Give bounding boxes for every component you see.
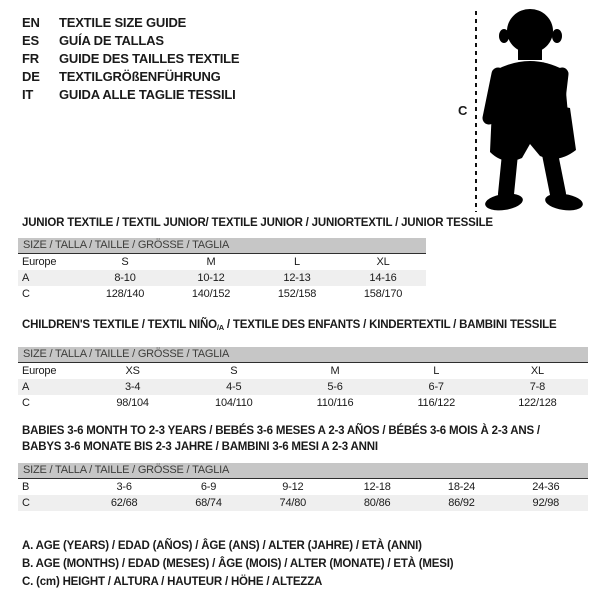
babies-title-line2: BABYS 3-6 MONATE BIS 2-3 JAHRE / BAMBINI 3-6 MESI A 2-3 ANNI bbox=[22, 441, 378, 453]
table-cell: 6-9 bbox=[200, 480, 217, 493]
size-table-junior bbox=[18, 238, 426, 302]
footnote-a: A. AGE (YEARS) / EDAD (AÑOS) / ÂGE (ANS) / ALTER (JAHRE) / ETÀ (ANNI) bbox=[22, 540, 422, 552]
language-row bbox=[22, 85, 239, 103]
size-header-bar: SIZE / TALLA / TAILLE / GRÖSSE / TAGLIA bbox=[18, 238, 426, 254]
table-cell: 128/140 bbox=[105, 287, 145, 300]
table-cell: 5-6 bbox=[327, 380, 343, 393]
table-cell: 80/86 bbox=[363, 496, 391, 509]
table-cell: XL bbox=[530, 364, 544, 377]
junior-section-title: JUNIOR TEXTILE / TEXTIL JUNIOR/ TEXTILE JUNIOR / JUNIORTEXTIL / JUNIOR TESSILE bbox=[22, 217, 493, 229]
children-title-subscript: /A bbox=[216, 323, 224, 332]
size-table-children bbox=[18, 347, 588, 411]
table-cell: 12-18 bbox=[363, 480, 391, 493]
height-measure-dashed-line bbox=[475, 11, 477, 212]
table-row-c bbox=[18, 495, 588, 511]
table-cell: 14-16 bbox=[369, 271, 397, 284]
table-row-b bbox=[18, 479, 588, 495]
table-row-c bbox=[18, 286, 426, 302]
language-row bbox=[22, 31, 239, 49]
table-cell: 9-12 bbox=[282, 480, 304, 493]
table-cell: 7-8 bbox=[529, 380, 546, 393]
table-row-europe bbox=[18, 363, 588, 379]
language-row bbox=[22, 13, 239, 31]
language-header bbox=[22, 13, 239, 103]
children-title-pre: CHILDREN'S TEXTILE / TEXTIL NIÑO bbox=[22, 319, 217, 331]
language-label: GUÍA DE TALLAS bbox=[59, 32, 164, 48]
table-cell: 12-13 bbox=[283, 271, 311, 284]
table-cell: 116/122 bbox=[417, 396, 455, 409]
language-label: TEXTILGRÖßENFÜHRUNG bbox=[59, 68, 221, 84]
table-cell: S bbox=[230, 364, 238, 377]
language-row bbox=[22, 49, 239, 67]
table-cell: L bbox=[433, 364, 440, 377]
table-cell: 152/158 bbox=[277, 287, 317, 300]
table-cell: XL bbox=[376, 255, 390, 268]
language-code: FR bbox=[22, 50, 39, 66]
babies-title-line1: BABIES 3-6 MONTH TO 2-3 YEARS / BEBÉS 3-6 MESES A 2-3 AÑOS / BÉBÉS 3-6 MOIS À 2-3 ANS / bbox=[22, 425, 540, 437]
language-code: ES bbox=[22, 32, 39, 48]
table-row-a bbox=[18, 270, 426, 286]
table-cell: 98/104 bbox=[116, 396, 149, 409]
row-label: A bbox=[22, 271, 30, 284]
table-cell: L bbox=[294, 255, 300, 268]
footnotes bbox=[22, 537, 453, 591]
language-code: DE bbox=[22, 68, 40, 84]
table-row-a bbox=[18, 379, 588, 395]
table-cell: 158/170 bbox=[363, 287, 403, 300]
table-cell: S bbox=[121, 255, 129, 268]
table-cell: 3-4 bbox=[124, 380, 141, 393]
size-table-babies bbox=[18, 463, 588, 511]
row-label: C bbox=[22, 496, 30, 509]
row-label: C bbox=[22, 287, 30, 300]
size-header-bar: SIZE / TALLA / TAILLE / GRÖSSE / TAGLIA bbox=[18, 463, 588, 479]
table-cell: M bbox=[206, 255, 216, 268]
table-cell: XS bbox=[125, 364, 140, 377]
row-label: C bbox=[22, 396, 30, 409]
row-label: Europe bbox=[22, 364, 57, 377]
language-label: GUIDE DES TAILLES TEXTILE bbox=[59, 50, 240, 66]
table-cell: 62/68 bbox=[110, 496, 138, 509]
table-cell: 86/92 bbox=[448, 496, 475, 509]
row-label: B bbox=[22, 480, 30, 493]
row-label: Europe bbox=[22, 255, 57, 268]
table-cell: 3-6 bbox=[116, 480, 132, 493]
table-cell: 10-12 bbox=[197, 271, 225, 284]
language-code: EN bbox=[22, 14, 40, 30]
table-cell: 4-5 bbox=[226, 380, 242, 393]
baby-silhouette-icon bbox=[482, 8, 596, 218]
table-cell: 110/116 bbox=[316, 396, 354, 409]
language-row bbox=[22, 67, 239, 85]
children-section-title bbox=[22, 319, 556, 332]
baby-height-figure bbox=[458, 8, 598, 218]
table-cell: 68/74 bbox=[195, 496, 222, 509]
height-measure-label: C bbox=[458, 103, 468, 118]
table-cell: 74/80 bbox=[279, 496, 307, 509]
table-row-europe bbox=[18, 254, 426, 270]
table-cell: 24-36 bbox=[532, 480, 560, 493]
row-label: A bbox=[22, 380, 30, 393]
table-cell: 122/128 bbox=[518, 396, 557, 409]
table-cell: 6-7 bbox=[428, 380, 444, 393]
table-cell: 92/98 bbox=[532, 496, 560, 509]
table-cell: 8-10 bbox=[114, 271, 136, 284]
footnote-c: C. (cm) HEIGHT / ALTURA / HAUTEUR / HÖHE / ALTEZZA bbox=[22, 576, 323, 588]
language-label: GUIDA ALLE TAGLIE TESSILI bbox=[59, 86, 236, 102]
table-row-c bbox=[18, 395, 588, 411]
table-cell: 140/152 bbox=[191, 287, 231, 300]
language-label: TEXTILE SIZE GUIDE bbox=[59, 14, 187, 30]
size-header-bar: SIZE / TALLA / TAILLE / GRÖSSE / TAGLIA bbox=[18, 347, 588, 363]
footnote-b: B. AGE (MONTHS) / EDAD (MESES) / ÂGE (MOIS) / ALTER (MONATE) / ETÀ (MESI) bbox=[22, 558, 454, 570]
table-cell: 18-24 bbox=[447, 480, 476, 493]
table-cell: 104/110 bbox=[215, 396, 253, 409]
language-code: IT bbox=[22, 86, 34, 102]
children-title-post: / TEXTILE DES ENFANTS / KINDERTEXTIL / BAMBINI TESSILE bbox=[223, 319, 557, 331]
babies-section-title bbox=[22, 423, 540, 455]
table-cell: M bbox=[330, 364, 340, 377]
